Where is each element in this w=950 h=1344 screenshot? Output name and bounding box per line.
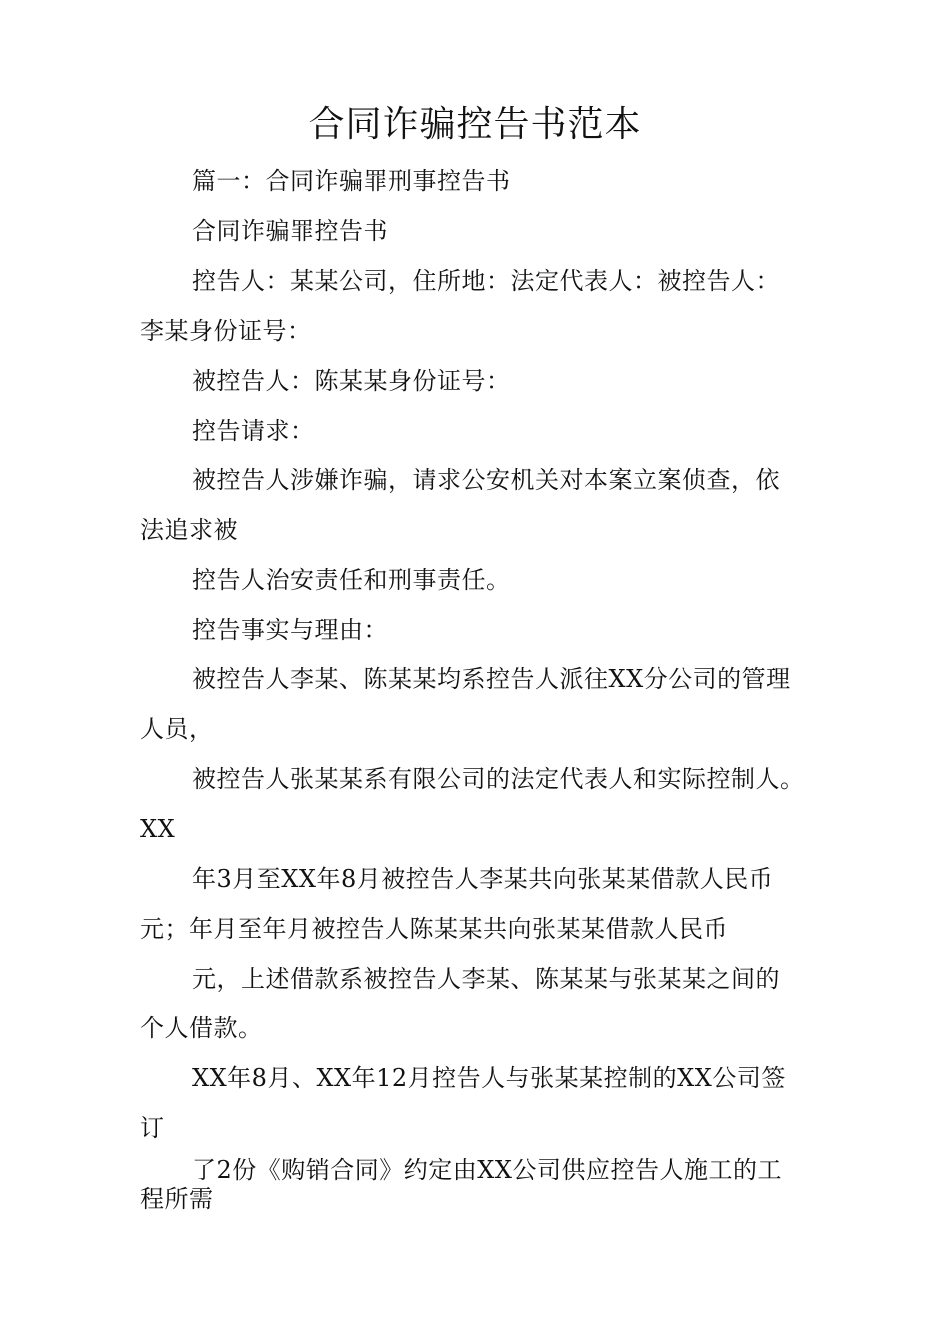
- paragraph-line: 被控告人张某某系有限公司的法定代表人和实际控制人。: [192, 765, 805, 793]
- paragraph-line: 被控告人涉嫌诈骗，请求公安机关对本案立案侦查，依: [192, 466, 780, 494]
- paragraph-line: 李某身份证号：: [140, 317, 312, 345]
- paragraph-line: 控告人治安责任和刑事责任。: [192, 566, 511, 594]
- paragraph-line: XX年8月、XX年12月控告人与张某某控制的XX公司签: [192, 1064, 786, 1092]
- paragraph-line: XX: [140, 815, 176, 843]
- paragraph-line: 控告请求：: [192, 417, 315, 445]
- paragraph-line: 订: [140, 1114, 165, 1142]
- document-title: 合同诈骗控告书范本: [308, 104, 642, 145]
- paragraph-line: 年3月至XX年8月被控告人李某共向张某某借款人民币: [192, 865, 774, 893]
- paragraph-line: 人员，: [140, 715, 214, 743]
- paragraph-line: 程所需: [140, 1185, 214, 1213]
- paragraph-line: 个人借款。: [140, 1014, 263, 1042]
- paragraph-line: 被控告人李某、陈某某均系控告人派往XX分公司的管理: [192, 665, 791, 693]
- paragraph-line: 法追求被: [140, 516, 238, 544]
- paragraph-line: 元，上述借款系被控告人李某、陈某某与张某某之间的: [192, 965, 780, 993]
- paragraph-line: 篇一：合同诈骗罪刑事控告书: [192, 167, 511, 195]
- paragraph-line: 了2份《购销合同》约定由XX公司供应控告人施工的工: [192, 1156, 782, 1184]
- paragraph-line: 控告事实与理由：: [192, 616, 388, 644]
- paragraph-line: 控告人：某某公司，住所地：法定代表人：被控告人：: [192, 267, 780, 295]
- paragraph-line: 被控告人：陈某某身份证号：: [192, 367, 511, 395]
- paragraph-line: 合同诈骗罪控告书: [192, 217, 388, 245]
- paragraph-line: 元；年月至年月被控告人陈某某共向张某某借款人民币: [140, 915, 728, 943]
